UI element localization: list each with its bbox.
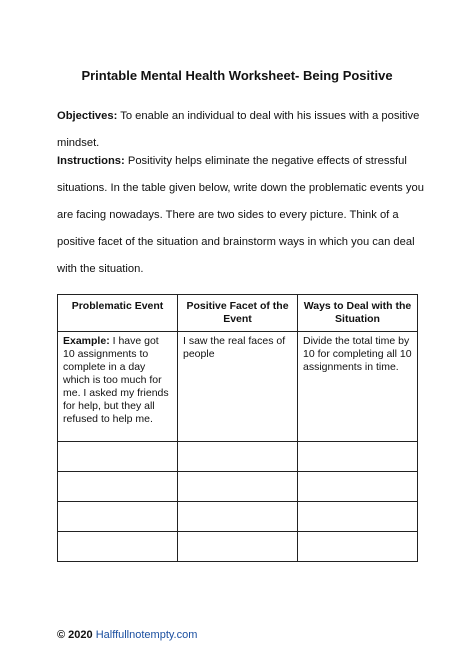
- blank-event-cell[interactable]: [58, 472, 178, 502]
- blank-event-cell[interactable]: [58, 442, 178, 472]
- instructions-label: Instructions:: [57, 155, 125, 167]
- blank-positive-cell[interactable]: [178, 442, 298, 472]
- table-row: [58, 442, 418, 472]
- blank-ways-cell[interactable]: [298, 502, 418, 532]
- example-event-cell: [58, 332, 178, 442]
- objectives-label: Objectives:: [57, 110, 118, 122]
- blank-ways-cell[interactable]: [298, 532, 418, 562]
- blank-positive-cell[interactable]: [178, 502, 298, 532]
- table-row: [58, 502, 418, 532]
- worksheet-table: [57, 294, 418, 562]
- example-event-text: I have got 10 assignments to complete in a day which is too much for me. I asked my friends for help, but they all refused to help me.: [63, 335, 169, 425]
- table-header-row: [58, 295, 418, 332]
- header-positive-facet: Positive Facet of the Event: [178, 295, 298, 332]
- example-label: Example:: [63, 335, 110, 347]
- example-row: [58, 332, 418, 442]
- instructions-text: Positivity helps eliminate the negative effects of stressful situations. In the table given below, write down the problematic events you are facing nowadays. There are two sides to every picture. Think of a positive facet of the situation and brainstorm ways in which you can deal with the situation.: [57, 155, 424, 275]
- blank-ways-cell[interactable]: [298, 472, 418, 502]
- footer-site-link[interactable]: Halffullnotempty.com: [95, 629, 198, 641]
- table-row: [58, 472, 418, 502]
- table-row: [58, 532, 418, 562]
- header-ways-to-deal: Ways to Deal with the Situation: [298, 295, 418, 332]
- worksheet-title: Printable Mental Health Worksheet- Being Positive: [81, 68, 393, 83]
- footer: [57, 628, 197, 642]
- copyright-text: © 2020: [57, 629, 93, 641]
- blank-event-cell[interactable]: [58, 502, 178, 532]
- blank-event-cell[interactable]: [58, 532, 178, 562]
- instructions-paragraph: [57, 148, 429, 283]
- blank-positive-cell[interactable]: [178, 532, 298, 562]
- example-positive-cell: I saw the real faces of people: [178, 332, 298, 442]
- blank-positive-cell[interactable]: [178, 472, 298, 502]
- header-problematic-event: Problematic Event: [58, 295, 178, 332]
- blank-ways-cell[interactable]: [298, 442, 418, 472]
- example-ways-cell: Divide the total time by 10 for completing all 10 assignments in time.: [298, 332, 418, 442]
- objectives-text: To enable an individual to deal with his issues with a positive mindset.: [57, 110, 420, 149]
